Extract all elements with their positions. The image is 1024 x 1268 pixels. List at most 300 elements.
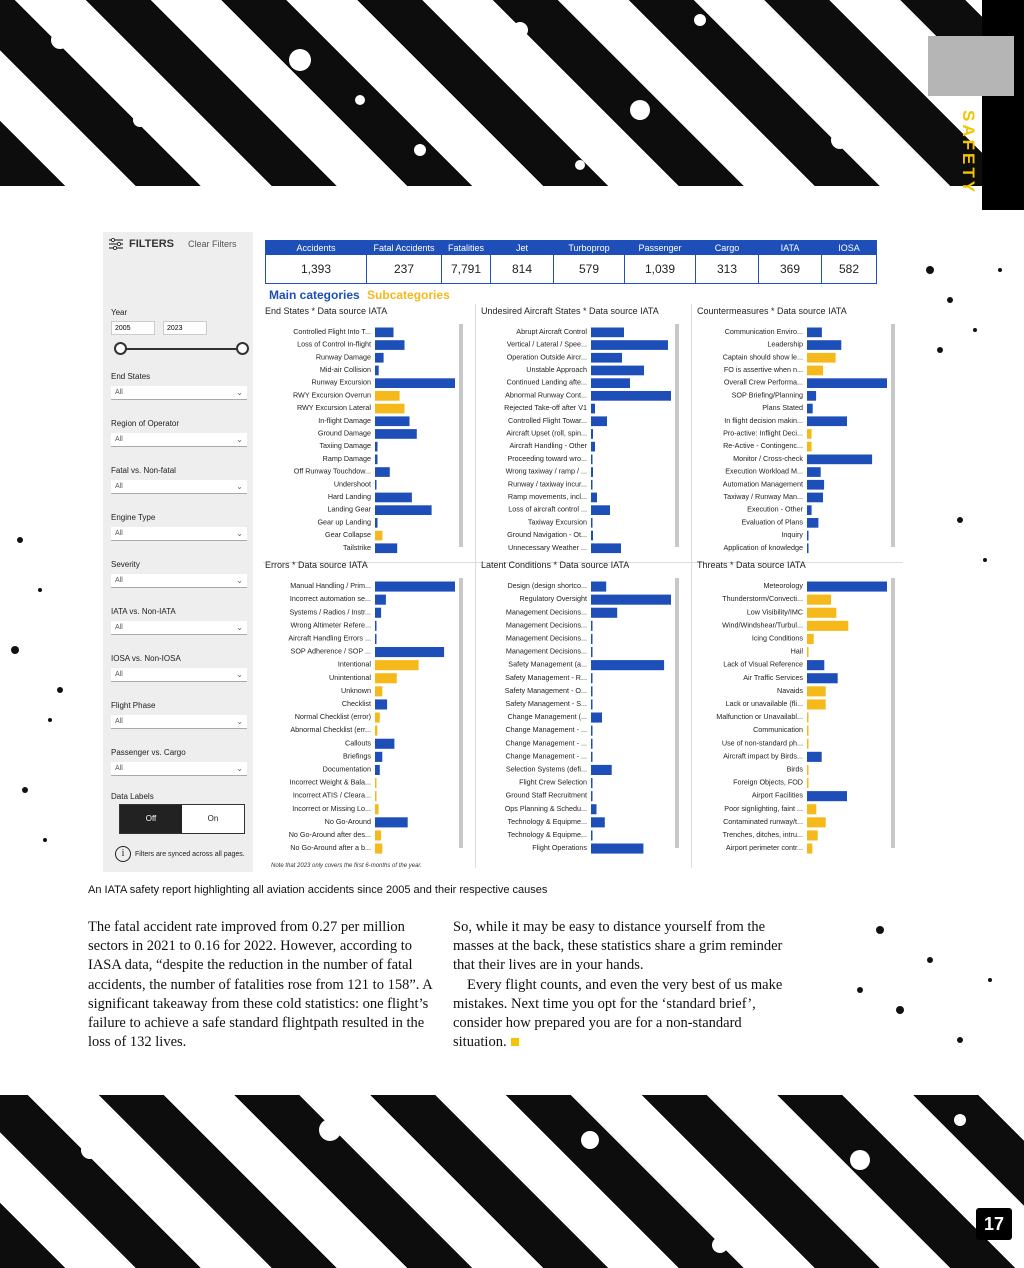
bar[interactable] bbox=[591, 480, 593, 490]
data-note: Note that 2023 only covers the first 6-months of the year. bbox=[271, 863, 422, 869]
bar[interactable] bbox=[591, 647, 593, 657]
kpi-label: Turboprop bbox=[554, 241, 624, 255]
bar[interactable] bbox=[591, 429, 593, 439]
bar-category-label: Incorrect ATIS / Cleara... bbox=[292, 790, 371, 800]
bar[interactable] bbox=[807, 660, 824, 670]
filter-dropdown[interactable] bbox=[111, 762, 247, 776]
kpi-label: Accidents bbox=[266, 241, 366, 255]
filter-dropdown-value: All bbox=[115, 436, 123, 443]
kpi-value: 7,791 bbox=[450, 262, 482, 276]
bar-category-label: FO is assertive when n... bbox=[723, 364, 803, 374]
bar[interactable] bbox=[375, 582, 455, 592]
bar-category-label: SOP Adherence / SOP ... bbox=[290, 646, 371, 656]
bar[interactable] bbox=[807, 844, 812, 854]
bar-category-label: Safety Management - R... bbox=[505, 672, 587, 682]
bar-category-label: Off Runway Touchdow... bbox=[293, 466, 371, 476]
bar-category-label: Flight Operations bbox=[532, 843, 587, 853]
bar[interactable] bbox=[591, 621, 593, 631]
bar[interactable] bbox=[375, 830, 381, 840]
bar[interactable] bbox=[591, 778, 593, 788]
bar[interactable] bbox=[375, 726, 377, 736]
bar[interactable] bbox=[591, 739, 593, 749]
chevron-down-icon: ⌄ bbox=[236, 717, 243, 726]
bar[interactable] bbox=[807, 686, 826, 696]
kpi-value: 579 bbox=[578, 262, 600, 276]
category-legend bbox=[269, 288, 450, 302]
bar-chart bbox=[265, 576, 469, 856]
bar[interactable] bbox=[807, 621, 848, 631]
bar[interactable] bbox=[375, 442, 378, 452]
kpi-label: Fatal Accidents bbox=[367, 241, 441, 255]
filter-label: Region of Operator bbox=[111, 419, 180, 428]
bar[interactable] bbox=[807, 366, 823, 376]
bar[interactable] bbox=[591, 531, 593, 541]
bar[interactable] bbox=[807, 404, 813, 414]
bar-category-label: Abnormal Runway Cont... bbox=[505, 390, 587, 400]
bar-category-label: Flight Crew Selection bbox=[519, 777, 587, 787]
bar-category-label: Plans Stated bbox=[762, 403, 803, 413]
bar[interactable] bbox=[375, 778, 377, 788]
bar[interactable] bbox=[591, 378, 630, 388]
bar-category-label: Vertical / Lateral / Spee... bbox=[506, 339, 587, 349]
bar[interactable] bbox=[807, 353, 836, 363]
bar-category-label: Automation Management bbox=[722, 479, 803, 489]
bar-category-label: Thunderstorm/Convecti... bbox=[722, 594, 803, 604]
kpi-card bbox=[367, 240, 442, 284]
bar-category-label: Gear Collapse bbox=[325, 530, 371, 540]
bar-category-label: Trenches, ditches, intru... bbox=[722, 830, 803, 840]
bar[interactable] bbox=[807, 378, 887, 388]
bar[interactable] bbox=[807, 765, 809, 775]
bar[interactable] bbox=[375, 817, 408, 827]
bar[interactable] bbox=[591, 582, 606, 592]
bar-category-label: Briefings bbox=[343, 751, 371, 761]
bar-category-label: Undershoot bbox=[333, 479, 371, 489]
filter-label: Severity bbox=[111, 560, 140, 569]
bar-category-label: Unknown bbox=[341, 685, 371, 695]
bar-chart bbox=[265, 322, 469, 555]
bar[interactable] bbox=[375, 404, 405, 414]
info-icon: i bbox=[115, 846, 131, 862]
bar-category-label: Intentional bbox=[337, 659, 371, 669]
kpi-card bbox=[625, 240, 696, 284]
panel-scrollbar[interactable] bbox=[675, 578, 679, 848]
bar[interactable] bbox=[591, 791, 593, 801]
bar[interactable] bbox=[807, 442, 812, 452]
bar[interactable] bbox=[591, 608, 617, 618]
bar[interactable] bbox=[807, 647, 809, 657]
bar[interactable] bbox=[807, 480, 824, 490]
bar-category-label: Incorrect automation se... bbox=[289, 594, 371, 604]
bar[interactable] bbox=[375, 660, 419, 670]
bar[interactable] bbox=[591, 328, 624, 338]
bar-category-label: Change Management - ... bbox=[505, 751, 587, 761]
bar-category-label: Runway Damage bbox=[315, 352, 371, 362]
bar-category-label: Selection Systems (defi... bbox=[505, 764, 587, 774]
chevron-down-icon: ⌄ bbox=[236, 623, 243, 632]
bar-category-label: Captain should show le... bbox=[722, 352, 803, 362]
bar-category-label: Hail bbox=[790, 646, 803, 656]
bar-category-label: RWY Excursion Overrun bbox=[292, 390, 371, 400]
bar[interactable] bbox=[375, 493, 412, 503]
bar-category-label: Poor signlighting, faint ... bbox=[724, 803, 803, 813]
filters-title: FILTERS bbox=[129, 238, 175, 250]
bar-category-label: Incorrect Weight & Bala... bbox=[289, 777, 371, 787]
bar-category-label: No Go-Around bbox=[324, 816, 371, 826]
bar[interactable] bbox=[807, 455, 872, 465]
kpi-cards bbox=[265, 240, 897, 284]
bar[interactable] bbox=[375, 686, 382, 696]
bar-chart bbox=[697, 576, 901, 856]
filter-dropdown[interactable] bbox=[111, 386, 247, 400]
year-slider-track[interactable] bbox=[121, 348, 245, 350]
bar-category-label: Ground Navigation - Ot... bbox=[507, 530, 587, 540]
bar-category-label: Wrong taxiway / ramp / ... bbox=[505, 466, 587, 476]
filter-dropdown-value: All bbox=[115, 530, 123, 537]
panel-divider bbox=[475, 304, 476, 868]
bar[interactable] bbox=[375, 647, 444, 657]
bar[interactable] bbox=[375, 467, 390, 477]
magazine-logo bbox=[928, 36, 1014, 96]
kpi-label: Jet bbox=[491, 241, 553, 255]
filter-label: Flight Phase bbox=[111, 701, 156, 710]
bar-category-label: RWY Excursion Lateral bbox=[296, 403, 371, 413]
bar[interactable] bbox=[375, 804, 379, 814]
bar[interactable] bbox=[591, 416, 607, 426]
filter-dropdown-value: All bbox=[115, 718, 123, 725]
year-to-input[interactable]: 2023 bbox=[163, 321, 207, 335]
bar[interactable] bbox=[375, 634, 377, 644]
bar[interactable] bbox=[375, 844, 382, 854]
bar-category-label: Monitor / Cross-check bbox=[733, 453, 803, 463]
year-from-input[interactable]: 2005 bbox=[111, 321, 155, 335]
bar[interactable] bbox=[807, 429, 812, 439]
bar-category-label: Hard Landing bbox=[327, 491, 371, 501]
kpi-card bbox=[759, 240, 822, 284]
bar[interactable] bbox=[375, 340, 405, 350]
kpi-value: 237 bbox=[393, 262, 415, 276]
bar[interactable] bbox=[807, 467, 821, 477]
bar[interactable] bbox=[591, 765, 612, 775]
filter-dropdown[interactable] bbox=[111, 527, 247, 541]
data-labels-toggle[interactable] bbox=[119, 804, 245, 834]
bar[interactable] bbox=[591, 353, 622, 363]
section-tab bbox=[982, 0, 1024, 210]
kpi-value: 814 bbox=[511, 262, 533, 276]
bar-category-label: Aircraft Upset (roll, spin... bbox=[506, 428, 587, 438]
bar-category-label: Tailstrike bbox=[343, 542, 371, 552]
bar[interactable] bbox=[375, 699, 387, 709]
bar-category-label: Communication bbox=[753, 725, 803, 735]
bar[interactable] bbox=[591, 493, 597, 503]
filter-label: Fatal vs. Non-fatal bbox=[111, 466, 176, 475]
bar[interactable] bbox=[375, 621, 377, 631]
bar-category-label: Normal Checklist (error) bbox=[294, 712, 371, 722]
bar[interactable] bbox=[375, 429, 417, 439]
bar-category-label: Callouts bbox=[345, 738, 371, 748]
bar[interactable] bbox=[591, 404, 595, 414]
chart-title: Undesired Aircraft States * Data source IATA bbox=[481, 306, 659, 316]
bar[interactable] bbox=[375, 608, 381, 618]
bar[interactable] bbox=[591, 455, 593, 465]
kpi-card bbox=[696, 240, 759, 284]
bar[interactable] bbox=[807, 739, 809, 749]
bar[interactable] bbox=[591, 467, 593, 477]
bar[interactable] bbox=[807, 608, 836, 618]
bar-category-label: Execution - Other bbox=[747, 504, 803, 514]
bar-category-label: Evaluation of Plans bbox=[741, 517, 803, 527]
bar[interactable] bbox=[591, 634, 593, 644]
legend-main-categories: Main categories bbox=[269, 288, 360, 302]
bar[interactable] bbox=[375, 480, 377, 490]
bar[interactable] bbox=[375, 543, 397, 553]
bar-category-label: Taxiway / Runway Man... bbox=[723, 491, 803, 501]
page-number: 17 bbox=[976, 1208, 1012, 1240]
bar[interactable] bbox=[807, 752, 822, 762]
body-column-right bbox=[453, 918, 797, 1052]
bar-category-label: Safety Management - S... bbox=[505, 699, 587, 709]
chart-title: Errors * Data source IATA bbox=[265, 560, 368, 570]
bar[interactable] bbox=[807, 531, 809, 541]
bar-category-label: Taxiing Damage bbox=[319, 441, 371, 451]
filter-label: Passenger vs. Cargo bbox=[111, 748, 186, 757]
filter-dropdown-value: All bbox=[115, 483, 123, 490]
bar[interactable] bbox=[591, 752, 593, 762]
bar-category-label: Continued Landing afte... bbox=[506, 377, 587, 387]
year-slider-start-handle[interactable] bbox=[114, 342, 127, 355]
bar[interactable] bbox=[375, 595, 386, 605]
filter-icon bbox=[109, 238, 123, 250]
body-paragraph: So, while it may be easy to distance yourself from the masses at the back, these statistics share a grim reminder that their lives are in your hands. bbox=[453, 919, 783, 974]
bar[interactable] bbox=[375, 391, 400, 401]
bar[interactable] bbox=[591, 844, 643, 854]
bar[interactable] bbox=[375, 366, 379, 376]
bar-category-label: Malfunction or Unavailabl... bbox=[716, 712, 803, 722]
bar-category-label: Abrupt Aircraft Control bbox=[516, 326, 587, 336]
bar[interactable] bbox=[807, 830, 818, 840]
bar[interactable] bbox=[375, 455, 378, 465]
bar[interactable] bbox=[591, 391, 671, 401]
bar[interactable] bbox=[807, 505, 812, 515]
bar[interactable] bbox=[375, 673, 397, 683]
bar-category-label: Checklist bbox=[341, 699, 371, 709]
toggle-on-option[interactable]: On bbox=[182, 805, 244, 833]
bar-category-label: No Go-Around after des... bbox=[288, 830, 371, 840]
filter-dropdown-value: All bbox=[115, 577, 123, 584]
chart-title: Countermeasures * Data source IATA bbox=[697, 306, 847, 316]
bar-category-label: Unstable Approach bbox=[526, 364, 587, 374]
kpi-value: 313 bbox=[716, 262, 738, 276]
bar-category-label: In-flight Damage bbox=[318, 415, 371, 425]
filter-dropdown[interactable] bbox=[111, 574, 247, 588]
bar-category-label: Rejected Take-off after V1 bbox=[504, 403, 587, 413]
bar-category-label: Air Traffic Services bbox=[743, 672, 803, 682]
bar[interactable] bbox=[375, 791, 377, 801]
kpi-card bbox=[265, 240, 367, 284]
bar-category-label: Loss of aircraft control ... bbox=[508, 504, 587, 514]
bar[interactable] bbox=[591, 817, 605, 827]
bar[interactable] bbox=[375, 416, 410, 426]
bar[interactable] bbox=[591, 505, 610, 515]
bar[interactable] bbox=[807, 634, 814, 644]
panel-scrollbar[interactable] bbox=[459, 324, 463, 547]
body-column-left bbox=[88, 918, 432, 1052]
bar[interactable] bbox=[807, 543, 809, 553]
bar-category-label: Management Decisions... bbox=[505, 607, 587, 617]
bar-category-label: Icing Conditions bbox=[751, 633, 803, 643]
bar-category-label: Landing Gear bbox=[327, 504, 371, 514]
bar-category-label: Proceeding toward wro... bbox=[507, 453, 587, 463]
bar[interactable] bbox=[807, 518, 818, 528]
bar-category-label: Overall Crew Performa... bbox=[723, 377, 803, 387]
panel-divider bbox=[691, 304, 692, 868]
bar-category-label: Lack or unavailable (fli... bbox=[725, 699, 803, 709]
bar-chart bbox=[481, 322, 685, 555]
chevron-down-icon: ⌄ bbox=[236, 388, 243, 397]
panel-scrollbar[interactable] bbox=[891, 324, 895, 547]
bar-category-label: Aircraft Handling Errors ... bbox=[288, 633, 371, 643]
bar-category-label: Ramp Damage bbox=[322, 453, 371, 463]
bar-category-label: Contaminated runway/t... bbox=[723, 816, 803, 826]
bar[interactable] bbox=[591, 699, 593, 709]
bar-category-label: Ground Staff Recruitment bbox=[505, 790, 587, 800]
bar-category-label: Communication Enviro... bbox=[724, 326, 803, 336]
bar[interactable] bbox=[375, 518, 378, 528]
bar-category-label: Loss of Control In-flight bbox=[297, 339, 371, 349]
chart-title: Latent Conditions * Data source IATA bbox=[481, 560, 630, 570]
bar-category-label: Technology & Equipme... bbox=[507, 816, 587, 826]
bar-category-label: Incorrect or Missing Lo... bbox=[292, 803, 371, 813]
bar[interactable] bbox=[591, 713, 602, 723]
bar[interactable] bbox=[375, 752, 382, 762]
bar[interactable] bbox=[591, 442, 595, 452]
bar[interactable] bbox=[375, 328, 394, 338]
bar[interactable] bbox=[591, 660, 664, 670]
bar-category-label: Lack of Visual Reference bbox=[723, 659, 803, 669]
bar-category-label: Navaids bbox=[777, 685, 803, 695]
filter-dropdown[interactable] bbox=[111, 480, 247, 494]
kpi-card bbox=[554, 240, 625, 284]
toggle-off-option[interactable]: Off bbox=[120, 805, 182, 833]
bar-category-label: Taxiway Excursion bbox=[527, 517, 587, 527]
bar-category-label: Birds bbox=[786, 764, 803, 774]
bar[interactable] bbox=[375, 353, 384, 363]
bar[interactable] bbox=[591, 518, 593, 528]
bar-category-label: Controlled Flight Into T... bbox=[293, 326, 371, 336]
sync-note: Filters are synced across all pages. bbox=[135, 850, 245, 858]
chevron-down-icon: ⌄ bbox=[236, 482, 243, 491]
chevron-down-icon: ⌄ bbox=[236, 435, 243, 444]
filter-dropdown[interactable] bbox=[111, 621, 247, 635]
bar[interactable] bbox=[807, 726, 809, 736]
bar-chart bbox=[697, 322, 901, 555]
iata-dashboard bbox=[103, 232, 905, 872]
bar-category-label: Use of non-standard ph... bbox=[721, 738, 803, 748]
bar[interactable] bbox=[807, 416, 847, 426]
year-slider-end-handle[interactable] bbox=[236, 342, 249, 355]
bar-category-label: Documentation bbox=[322, 764, 371, 774]
bar[interactable] bbox=[807, 582, 887, 592]
bar-category-label: Ops Planning & Schedu... bbox=[504, 803, 587, 813]
bar-category-label: Manual Handling / Prim... bbox=[290, 581, 371, 591]
bar[interactable] bbox=[807, 340, 841, 350]
bar-category-label: Unnecessary Weather ... bbox=[508, 542, 587, 552]
kpi-card bbox=[822, 240, 877, 284]
end-of-article-mark bbox=[511, 1038, 519, 1046]
bar[interactable] bbox=[591, 340, 668, 350]
body-paragraph: The fatal accident rate improved from 0.27 per million sectors in 2021 to 0.16 for 2022. However, according to IASA data, “despite the reduction in the number of fatal accidents, the number of fatalities rose from 121 to 158”. A significant takeaway from these cold statistics: one flight’s failure to achieve a safe standard flightpath resulted in the loss of 132 lives. bbox=[88, 919, 432, 1051]
bar-category-label: Leadership bbox=[767, 339, 803, 349]
bar[interactable] bbox=[375, 713, 380, 723]
bar[interactable] bbox=[591, 726, 593, 736]
bar[interactable] bbox=[807, 804, 816, 814]
filter-dropdown[interactable] bbox=[111, 433, 247, 447]
filter-dropdown-value: All bbox=[115, 765, 123, 772]
bar[interactable] bbox=[591, 673, 593, 683]
bar[interactable] bbox=[807, 673, 838, 683]
bar-category-label: Runway / taxiway incur... bbox=[507, 479, 587, 489]
bar-category-label: Ground Damage bbox=[317, 428, 371, 438]
panel-scrollbar[interactable] bbox=[459, 578, 463, 848]
filter-dropdown[interactable] bbox=[111, 715, 247, 729]
clear-filters-button[interactable]: Clear Filters bbox=[188, 239, 237, 249]
bar[interactable] bbox=[807, 791, 847, 801]
panel-scrollbar[interactable] bbox=[891, 578, 895, 848]
bar[interactable] bbox=[591, 595, 671, 605]
figure-caption: An IATA safety report highlighting all aviation accidents since 2005 and their respective causes bbox=[88, 884, 548, 896]
bar[interactable] bbox=[807, 328, 822, 338]
bar[interactable] bbox=[807, 778, 809, 788]
bar[interactable] bbox=[591, 830, 593, 840]
filter-label: IATA vs. Non-IATA bbox=[111, 607, 176, 616]
kpi-card bbox=[442, 240, 491, 284]
kpi-label: Cargo bbox=[696, 241, 758, 255]
bar[interactable] bbox=[375, 505, 432, 515]
bar[interactable] bbox=[375, 378, 455, 388]
chart-title: Threats * Data source IATA bbox=[697, 560, 806, 570]
bar[interactable] bbox=[591, 543, 621, 553]
bar-category-label: Airport Facilities bbox=[751, 790, 803, 800]
bar[interactable] bbox=[375, 739, 394, 749]
bar[interactable] bbox=[807, 713, 809, 723]
filter-dropdown[interactable] bbox=[111, 668, 247, 682]
bar[interactable] bbox=[375, 531, 382, 541]
bar[interactable] bbox=[807, 391, 816, 401]
bar-category-label: Mid-air Collision bbox=[319, 364, 371, 374]
bar[interactable] bbox=[807, 493, 823, 503]
bar-category-label: In flight decision makin... bbox=[724, 415, 803, 425]
filter-label: End States bbox=[111, 372, 151, 381]
bar[interactable] bbox=[807, 817, 826, 827]
bar[interactable] bbox=[807, 699, 826, 709]
bar[interactable] bbox=[591, 366, 644, 376]
bar-category-label: Change Management - ... bbox=[505, 725, 587, 735]
bar-category-label: Airport perimeter contr... bbox=[725, 843, 803, 853]
bar-category-label: Change Management (... bbox=[507, 712, 587, 722]
panel-scrollbar[interactable] bbox=[675, 324, 679, 547]
bar-category-label: Aircraft Handling - Other bbox=[509, 441, 587, 451]
bar-category-label: Aircraft impact by Birds... bbox=[723, 751, 803, 761]
bar-category-label: Regulatory Oversight bbox=[519, 594, 587, 604]
bar[interactable] bbox=[591, 686, 593, 696]
chart-title: End States * Data source IATA bbox=[265, 306, 388, 316]
bar-category-label: Management Decisions... bbox=[505, 620, 587, 630]
bar[interactable] bbox=[807, 595, 831, 605]
bar[interactable] bbox=[375, 765, 380, 775]
bar[interactable] bbox=[591, 804, 597, 814]
year-label: Year bbox=[111, 308, 128, 317]
bar-category-label: Pro-active: Inflight Deci... bbox=[723, 428, 803, 438]
